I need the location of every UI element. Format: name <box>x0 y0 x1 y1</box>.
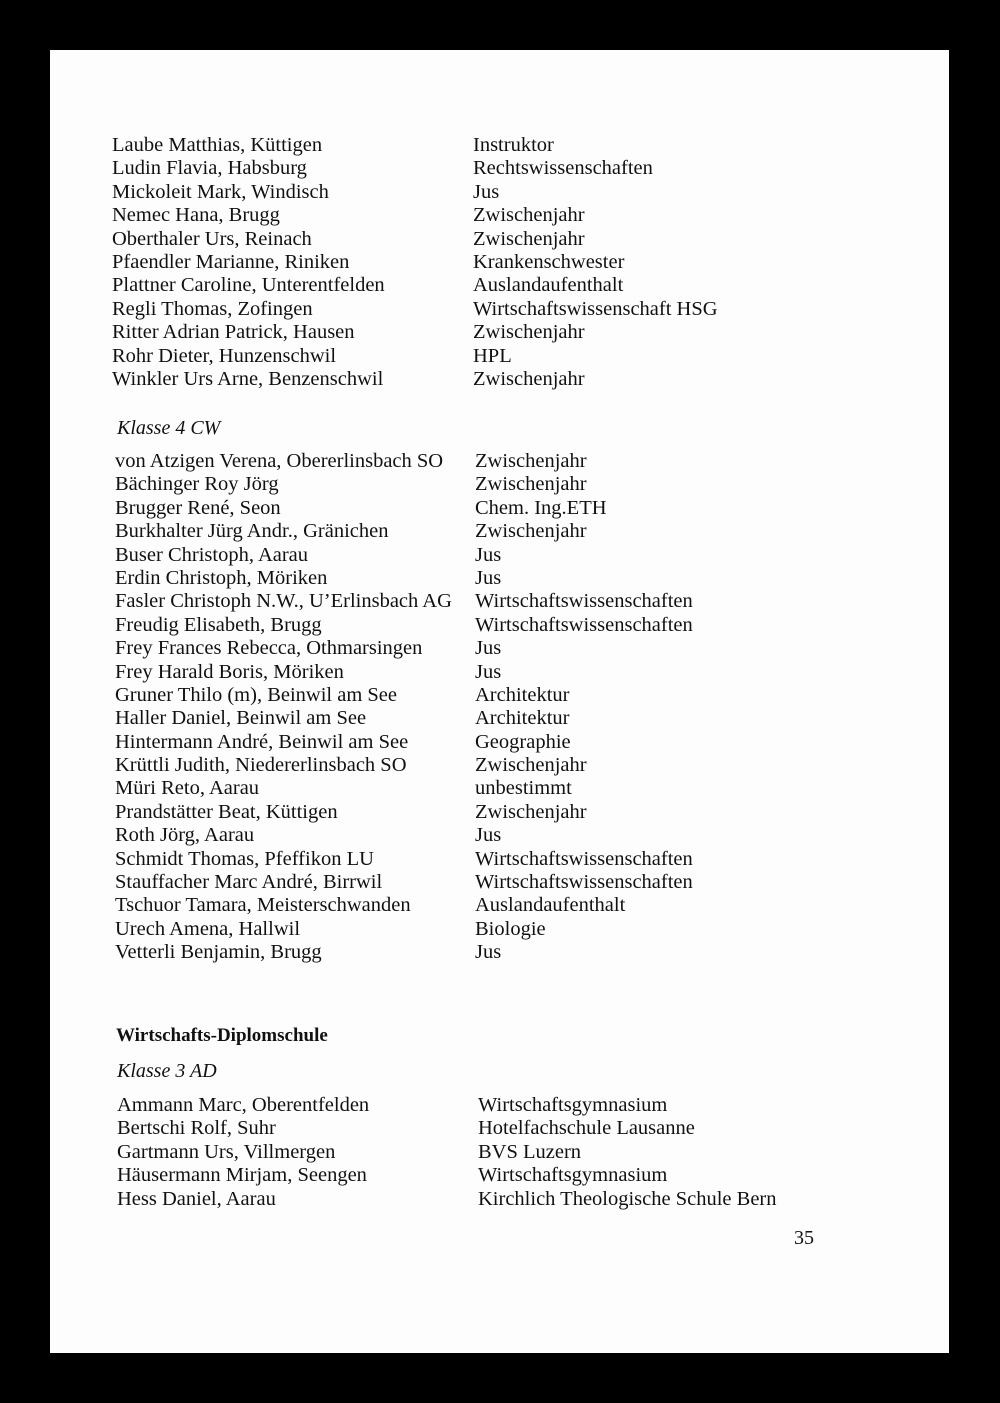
list-item <box>50 450 949 473</box>
list-item <box>50 1094 949 1117</box>
destination: Zwischenjahr <box>473 227 585 250</box>
list-item <box>50 731 949 754</box>
list-item <box>50 684 949 707</box>
student-name: Vetterli Benjamin, Brugg <box>115 941 322 964</box>
student-name: Nemec Hana, Brugg <box>112 204 280 227</box>
destination: Zwischenjahr <box>473 321 585 344</box>
destination: Kirchlich Theologische Schule Bern <box>478 1187 777 1210</box>
destination: Instruktor <box>473 134 554 156</box>
destination: Wirtschaftswissenschaften <box>475 613 693 636</box>
destination: Rechtswissenschaften <box>473 157 653 180</box>
student-name: Hess Daniel, Aarau <box>117 1187 276 1210</box>
student-name: Stauffacher Marc André, Birrwil <box>115 871 383 894</box>
student-name: Rohr Dieter, Hunzenschwil <box>112 344 337 367</box>
destination: Wirtschaftswissenschaften <box>475 847 693 870</box>
student-name: Ammann Marc, Oberentfelden <box>117 1094 370 1116</box>
destination: Zwischenjahr <box>473 367 585 390</box>
student-name: Frey Harald Boris, Möriken <box>115 660 344 683</box>
destination: Jus <box>475 566 502 589</box>
destination: Auslandaufenthalt <box>473 274 624 297</box>
destination: Krankenschwester <box>473 250 625 273</box>
destination: BVS Luzern <box>478 1140 582 1163</box>
destination: Jus <box>475 941 502 964</box>
student-name: von Atzigen Verena, Obererlinsbach SO <box>115 450 444 472</box>
student-name: Oberthaler Urs, Reinach <box>112 227 312 250</box>
student-name: Erdin Christoph, Möriken <box>115 566 328 589</box>
class-heading-3ad: Klasse 3 AD <box>117 1060 217 1082</box>
list-item <box>50 298 949 321</box>
destination: Jus <box>475 660 502 683</box>
list-item <box>50 345 949 368</box>
list-item <box>50 1141 949 1164</box>
destination: Jus <box>475 824 502 847</box>
student-name: Müri Reto, Aarau <box>115 777 260 800</box>
student-name: Fasler Christoph N.W., U’Erlinsbach AG <box>115 590 452 613</box>
page-number: 35 <box>794 1227 814 1249</box>
student-name: Bertschi Rolf, Suhr <box>117 1117 276 1140</box>
student-name: Schmidt Thomas, Pfeffikon LU <box>115 847 374 870</box>
destination: HPL <box>473 344 512 367</box>
student-name: Roth Jörg, Aarau <box>115 824 255 847</box>
student-name: Freudig Elisabeth, Brugg <box>115 613 322 636</box>
list-item <box>50 894 949 917</box>
student-name: Laube Matthias, Küttigen <box>112 134 323 156</box>
destination: Wirtschaftsgymnasium <box>478 1164 668 1187</box>
graduate-list-3ad <box>50 1094 949 1211</box>
student-name: Hintermann André, Beinwil am See <box>115 730 409 753</box>
list-item <box>50 777 949 800</box>
student-name: Plattner Caroline, Unterentfelden <box>112 274 385 297</box>
list-item <box>50 134 949 157</box>
student-name: Tschuor Tamara, Meisterschwanden <box>115 894 411 917</box>
destination: Wirtschaftswissenschaften <box>475 590 693 613</box>
destination: Jus <box>473 180 500 203</box>
destination: Wirtschaftswissenschaft HSG <box>473 297 718 320</box>
destination: Hotelfachschule Lausanne <box>478 1117 695 1140</box>
list-item <box>50 204 949 227</box>
list-item <box>50 157 949 180</box>
destination: Zwischenjahr <box>473 204 585 227</box>
list-item <box>50 614 949 637</box>
student-name: Burkhalter Jürg Andr., Gränichen <box>115 520 389 543</box>
list-item <box>50 590 949 613</box>
destination: Jus <box>475 637 502 660</box>
list-item <box>50 707 949 730</box>
student-name: Ritter Adrian Patrick, Hausen <box>112 321 355 344</box>
section-title: Wirtschafts-Diplomschule <box>116 1025 328 1046</box>
destination: Chem. Ing.ETH <box>475 496 607 519</box>
student-name: Häusermann Mirjam, Seengen <box>117 1164 367 1187</box>
student-name: Regli Thomas, Zofingen <box>112 297 313 320</box>
list-item <box>50 497 949 520</box>
list-item <box>50 824 949 847</box>
list-item <box>50 1117 949 1140</box>
destination: Auslandaufenthalt <box>475 894 626 917</box>
list-item <box>50 544 949 567</box>
list-item <box>50 321 949 344</box>
student-name: Bächinger Roy Jörg <box>115 473 279 496</box>
destination: Zwischenjahr <box>475 473 587 496</box>
list-item <box>50 1188 949 1211</box>
list-item <box>50 473 949 496</box>
list-item <box>50 567 949 590</box>
destination: Biologie <box>475 917 546 940</box>
destination: Zwischenjahr <box>475 450 587 472</box>
list-item <box>50 918 949 941</box>
list-item <box>50 520 949 543</box>
destination: Zwischenjahr <box>475 800 587 823</box>
student-name: Winkler Urs Arne, Benzenschwil <box>112 367 384 390</box>
student-name: Frey Frances Rebecca, Othmarsingen <box>115 637 423 660</box>
list-item <box>50 251 949 274</box>
student-name: Urech Amena, Hallwil <box>115 917 301 940</box>
list-item <box>50 754 949 777</box>
list-item <box>50 941 949 964</box>
student-name: Pfaendler Marianne, Riniken <box>112 250 350 273</box>
destination: Geographie <box>475 730 571 753</box>
list-item <box>50 661 949 684</box>
destination: Zwischenjahr <box>475 754 587 777</box>
list-item <box>50 368 949 391</box>
destination: Wirtschaftsgymnasium <box>478 1094 668 1116</box>
destination: Architektur <box>475 683 570 706</box>
destination: unbestimmt <box>475 777 572 800</box>
student-name: Prandstätter Beat, Küttigen <box>115 800 338 823</box>
student-name: Mickoleit Mark, Windisch <box>112 180 329 203</box>
student-name: Gruner Thilo (m), Beinwil am See <box>115 683 398 706</box>
destination: Architektur <box>475 707 570 730</box>
list-item <box>50 228 949 251</box>
student-name: Brugger René, Seon <box>115 496 281 519</box>
destination: Wirtschaftswissenschaften <box>475 871 693 894</box>
class-heading-4cw: Klasse 4 CW <box>117 417 221 439</box>
graduate-list-top <box>50 134 949 391</box>
list-item <box>50 181 949 204</box>
list-item <box>50 637 949 660</box>
list-item <box>50 801 949 824</box>
list-item <box>50 274 949 297</box>
student-name: Haller Daniel, Beinwil am See <box>115 707 367 730</box>
list-item <box>50 848 949 871</box>
document-page <box>50 50 949 1353</box>
destination: Jus <box>475 543 502 566</box>
student-name: Ludin Flavia, Habsburg <box>112 157 307 180</box>
student-name: Buser Christoph, Aarau <box>115 543 309 566</box>
destination: Zwischenjahr <box>475 520 587 543</box>
graduate-list-4cw <box>50 450 949 965</box>
list-item <box>50 871 949 894</box>
list-item <box>50 1164 949 1187</box>
student-name: Gartmann Urs, Villmergen <box>117 1140 336 1163</box>
student-name: Krüttli Judith, Niedererlinsbach SO <box>115 754 407 777</box>
